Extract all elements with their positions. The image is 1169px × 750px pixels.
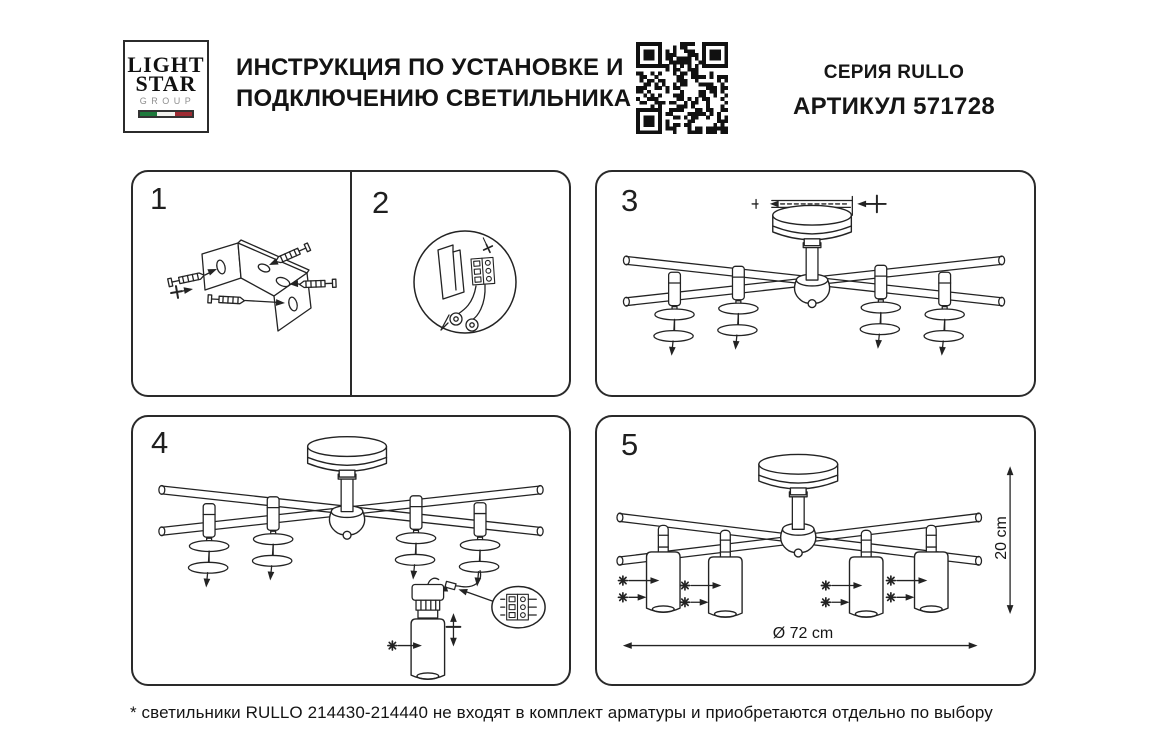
step-4-number: 4 [151,425,169,460]
qr-code [636,42,728,134]
height-dimension-label: 20 cm [993,516,1010,560]
logo-light: LIGHT [127,52,205,77]
page-title [236,52,636,114]
step-4-panel [131,415,571,686]
title-line-1: ИНСТРУКЦИЯ ПО УСТАНОВКЕ И [236,54,624,81]
frame-assembly-diagram [597,172,1034,395]
article-number: АРТИКУЛ 571728 [793,93,995,120]
dimensions-diagram [597,417,1034,684]
title-line-2: ПОДКЛЮЧЕНИЮ СВЕТИЛЬНИКА [236,85,632,112]
step-2-number: 2 [372,185,390,220]
series-label: СЕРИЯ RULLO [823,62,965,83]
step-1-number: 1 [150,181,168,216]
footnote: * светильники RULLO 214430-214440 не входят в комплект арматуры и приобретаются отдельно по выбору [130,703,993,722]
step-5-number: 5 [621,427,639,462]
lamp-wiring-diagram [133,417,569,684]
step-1-2-panel [131,170,571,397]
step-3-panel [595,170,1036,397]
logo-star: STAR [135,71,197,96]
step-3-number: 3 [621,183,639,218]
product-info [786,62,1002,121]
diameter-dimension-label: Ø 72 cm [772,625,834,642]
step-5-panel [595,415,1036,686]
lightstar-logo [123,40,209,133]
bracket-mounting-diagram [133,172,350,395]
wiring-detail-diagram [352,172,569,395]
logo-group: GROUP [139,96,196,106]
italian-flag [138,110,194,118]
